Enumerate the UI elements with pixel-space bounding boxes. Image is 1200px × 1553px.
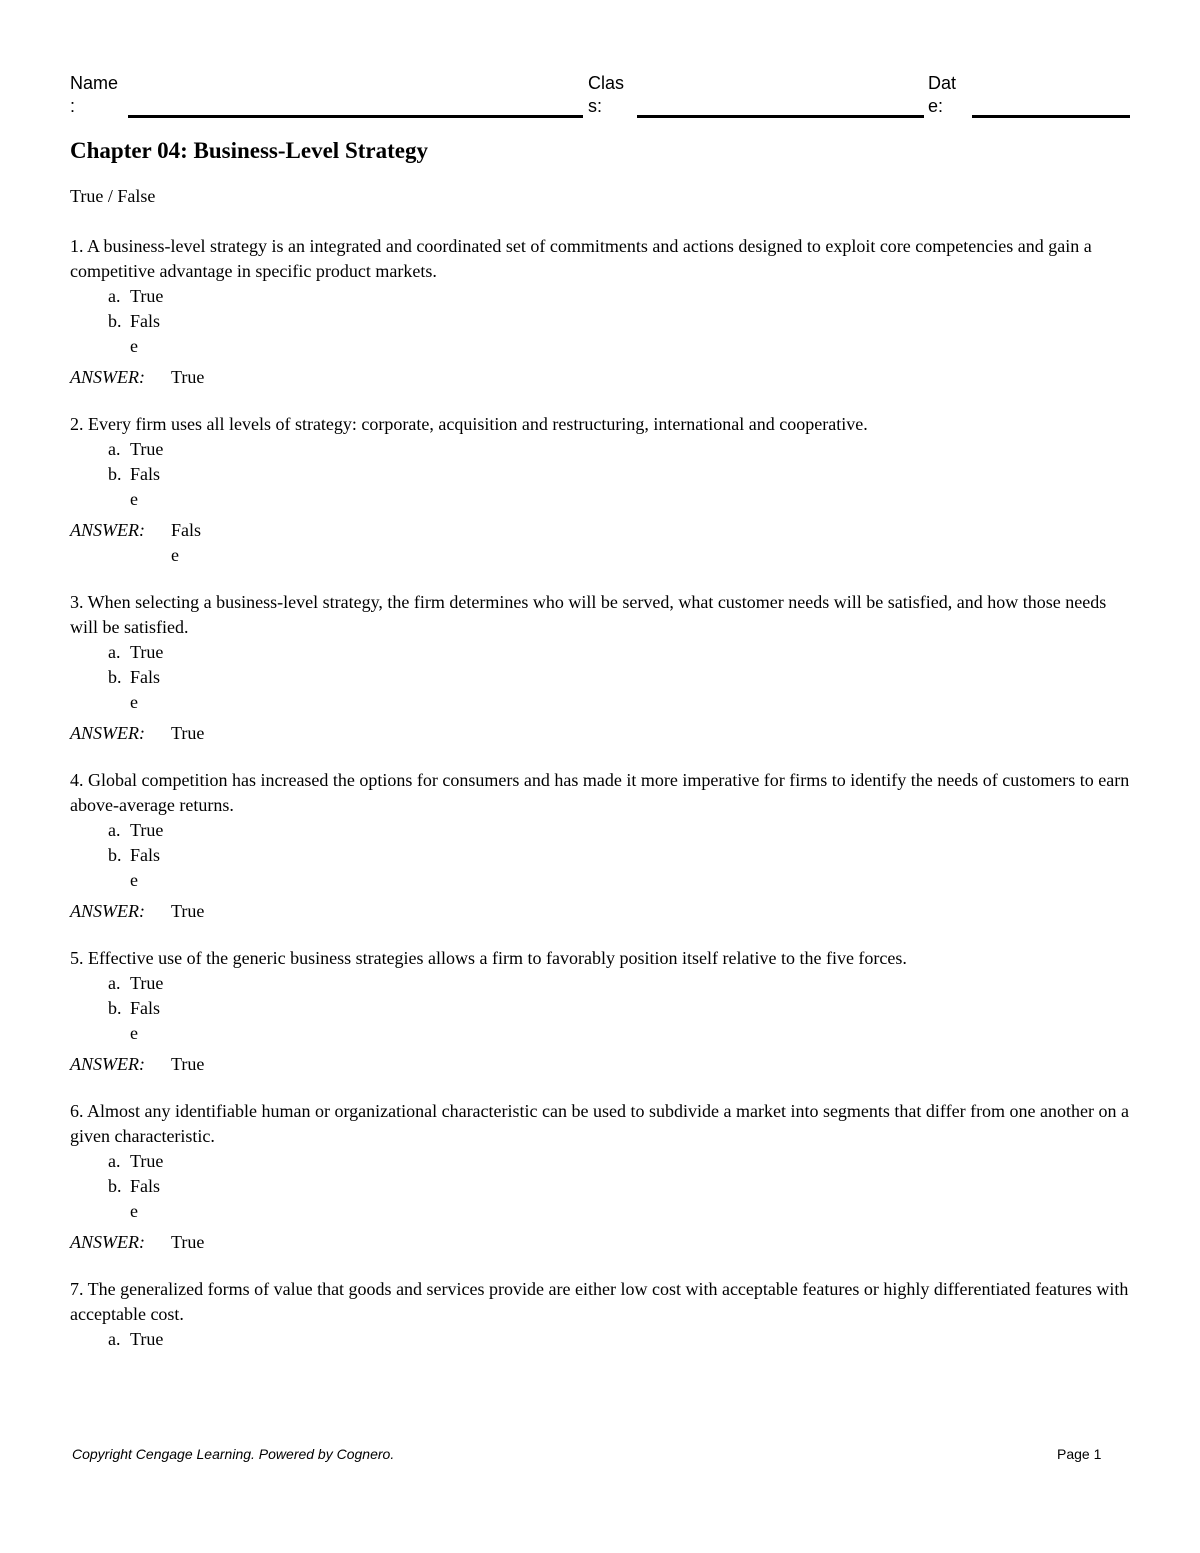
question-text: 5. Effective use of the generic business strategies allows a firm to favorably position itself relative to the five forces.	[70, 948, 907, 968]
option-letter: b.	[108, 311, 122, 331]
name-label-colon: :	[70, 96, 76, 116]
option-letter: a.	[108, 642, 121, 662]
answer-line	[70, 518, 1132, 568]
answer-value: True	[171, 367, 205, 387]
answer-label: ANSWER:	[70, 1232, 145, 1252]
option-value: True	[130, 439, 164, 459]
chapter-title: Chapter 04: Business-Level Strategy	[70, 138, 428, 163]
option-value: True	[130, 820, 164, 840]
question-text: 4. Global competition has increased the options for consumers and has made it more imperative for firms to identify the needs of customers to earn above-average returns.	[70, 770, 1130, 815]
option-letter: a.	[108, 1329, 121, 1349]
question-item	[70, 412, 1132, 568]
option-value: True	[130, 642, 164, 662]
page-number: Page 1	[1057, 1446, 1102, 1462]
option-false[interactable]	[108, 1174, 1132, 1224]
answer-label: ANSWER:	[70, 901, 145, 921]
option-value: True	[130, 973, 164, 993]
answer-label: ANSWER:	[70, 723, 145, 743]
name-field-line[interactable]	[128, 115, 583, 118]
option-false[interactable]	[108, 309, 1132, 359]
option-letter: b.	[108, 998, 122, 1018]
option-value: False	[130, 464, 161, 509]
option-true[interactable]	[108, 284, 1132, 309]
option-letter: b.	[108, 1176, 122, 1196]
question-item	[70, 1099, 1132, 1255]
question-text: 1. A business-level strategy is an integrated and coordinated set of commitments and actions designed to exploit core competencies and gain a competitive advantage in specific product markets.	[70, 236, 1092, 281]
question-item	[70, 234, 1132, 390]
name-label: Name	[70, 73, 119, 93]
question-item	[70, 768, 1132, 924]
option-letter: a.	[108, 820, 121, 840]
question-item	[70, 946, 1132, 1077]
answer-value: False	[171, 520, 202, 565]
question-item	[70, 590, 1132, 746]
question-text: 2. Every firm uses all levels of strategy: corporate, acquisition and restructuring, international and cooperative.	[70, 414, 868, 434]
option-true[interactable]	[108, 640, 1132, 665]
option-true[interactable]	[108, 437, 1132, 462]
date-label-suffix: e:	[928, 96, 944, 116]
option-value: False	[130, 998, 161, 1043]
date-field-line[interactable]	[972, 115, 1130, 118]
answer-label: ANSWER:	[70, 367, 145, 387]
option-true[interactable]	[108, 818, 1132, 843]
option-false[interactable]	[108, 462, 1132, 512]
answer-value: True	[171, 1054, 205, 1074]
option-value: False	[130, 1176, 161, 1221]
option-true[interactable]	[108, 1149, 1132, 1174]
answer-label: ANSWER:	[70, 520, 145, 540]
answer-value: True	[171, 901, 205, 921]
option-value: True	[130, 1151, 164, 1171]
option-letter: b.	[108, 464, 122, 484]
option-letter: a.	[108, 286, 121, 306]
option-letter: a.	[108, 439, 121, 459]
option-value: False	[130, 845, 161, 890]
option-letter: b.	[108, 845, 122, 865]
copyright-footer: Copyright Cengage Learning. Powered by Cognero.	[72, 1446, 395, 1462]
answer-label: ANSWER:	[70, 1054, 145, 1074]
option-value: True	[130, 1329, 164, 1349]
answer-line	[70, 365, 1132, 390]
option-letter: a.	[108, 1151, 121, 1171]
class-label: Clas	[588, 73, 625, 93]
question-item	[70, 1277, 1132, 1352]
question-text: 7. The generalized forms of value that goods and services provide are either low cost with acceptable features or highly differentiated features with acceptable cost.	[70, 1279, 1129, 1324]
option-letter: b.	[108, 667, 122, 687]
option-value: False	[130, 311, 161, 356]
answer-line	[70, 1230, 1132, 1255]
answer-value: True	[171, 723, 205, 743]
answer-line	[70, 1052, 1132, 1077]
class-label-suffix: s:	[588, 96, 603, 116]
answer-value: True	[171, 1232, 205, 1252]
section-heading: True / False	[70, 186, 156, 206]
option-false[interactable]	[108, 996, 1132, 1046]
option-letter: a.	[108, 973, 121, 993]
option-true[interactable]	[108, 1327, 1132, 1352]
option-value: False	[130, 667, 161, 712]
question-text: 3. When selecting a business-level strategy, the firm determines who will be served, what customer needs will be satisfied, and how those needs will be satisfied.	[70, 592, 1107, 637]
answer-line	[70, 899, 1132, 924]
class-field-line[interactable]	[637, 115, 924, 118]
option-false[interactable]	[108, 843, 1132, 893]
option-false[interactable]	[108, 665, 1132, 715]
question-text: 6. Almost any identifiable human or organizational characteristic can be used to subdivide a market into segments that differ from one another on a given characteristic.	[70, 1101, 1130, 1146]
question-list	[70, 234, 1132, 1374]
option-true[interactable]	[108, 971, 1132, 996]
option-value: True	[130, 286, 164, 306]
date-label: Dat	[928, 73, 957, 93]
answer-line	[70, 721, 1132, 746]
